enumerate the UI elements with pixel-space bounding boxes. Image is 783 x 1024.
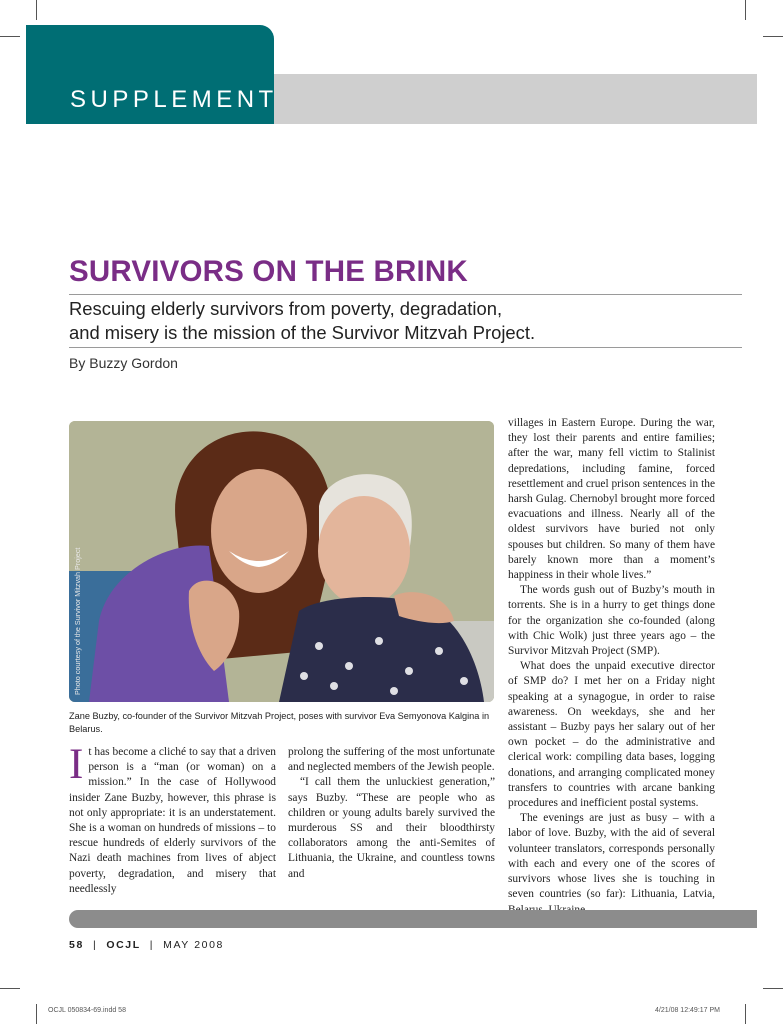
drop-cap: I [69,741,84,788]
page-number: 58 [69,939,84,951]
publication-name: OCJL [106,939,141,951]
crop-mark [36,1004,37,1024]
body-column-1 [69,741,276,897]
article-photo [69,421,494,702]
crop-mark [745,0,746,20]
deck-line-2: and misery is the mission of the Survivor Mitzvah Project. [69,322,536,343]
body-paragraph: What does the unpaid executive director of SMP do? I met her on a Friday night speaking at a synagogue, in order to raise awareness. On weekdays, she and her assistant – Buzby pays her salary out of her own pocket – do the administrative and clerical work: compiling data bases, logging donations, and arranging complicated money transfers to countries with arcane banking procedures and inefficient postal systems. [508,660,715,810]
article-deck [69,297,749,345]
photo-illustration [69,421,494,702]
folio [69,939,224,951]
body-paragraph: villages in Eastern Europe. During the war, they lost their parents and entire families; after the war, many fell victim to Stalinist depredations, including famine, forced resettlement and cruel prison sentences in the harsh Gulag. Chernobyl brought more forced evacuations and illness. Nearly all of the oldest survivors have buried not only spouses but children. So many of them have barely known more than a moment’s happiness in their whole lives.” [508,417,715,582]
crop-mark [763,988,783,989]
photo-credit: Photo courtesy of the Survivor Mitzvah Project [73,547,82,695]
slug-filename: OCJL 050834-69.indd 58 [48,1007,126,1014]
byline: By Buzzy Gordon [69,355,178,371]
slug-timestamp: 4/21/08 12:49:17 PM [655,1007,720,1014]
section-header-band [274,74,757,124]
deck-line-1: Rescuing elderly survivors from poverty, degradation, [69,298,503,319]
deck-rule [69,347,742,348]
body-column-2 [288,745,495,882]
headline-rule [69,294,742,295]
crop-mark [36,0,37,20]
body-paragraph: “I call them the unluckiest generation,” says Buzby. “These are people who as children or young adults barely survived the murderous SS and their bloodthirsty collaborators among the anti-Semites of Lithuania, the Ukraine, and countless towns and [288,776,495,880]
folio-separator: | [92,939,98,951]
body-paragraph [69,741,276,897]
crop-mark [745,1004,746,1024]
photo-caption: Zane Buzby, co-founder of the Survivor Mitzvah Project, poses with survivor Eva Semyonova Kalgina in Belarus. [69,711,490,734]
crop-mark [0,36,20,37]
body-paragraph: The evenings are just as busy – with a labor of love. Buzby, with the aid of several volunteer translators, corresponds personally with each and every one of the scores of survivors whose lives she is touching in seven countries (so far): Lithuania, Latvia, [508,812,715,901]
section-label: SUPPLEMENT [70,86,278,113]
issue-date: MAY 2008 [163,939,225,951]
paragraph-text: t has become a cliché to say that a driven person is a “man (or woman) on a mission.” In the case of Hollywood insider Zane Buzby, however, this phrase is not only appropriate: it is an understatement. She is a woman on hundreds of missions – to rescue hundreds of elderly survivors of the Nazi death machines from lives of abject poverty, degradation, and misery that needlessly [69,746,276,895]
body-column-3 [508,416,715,918]
crop-mark [763,36,783,37]
article-headline: SURVIVORS ON THE BRINK [69,255,468,288]
crop-mark [0,988,20,989]
body-paragraph: prolong the suffering of the most unfortunate and neglected members of the Jewish people. [288,746,495,774]
body-paragraph: The words gush out of Buzby’s mouth in torrents. She is in a hurry to get things done for the organization she co-founded (along with Chic Wolk) just three years ago – the Survivor Mitzvah Project (SMP). [508,584,715,658]
folio-separator: | [149,939,155,951]
footer-bar [69,910,757,928]
